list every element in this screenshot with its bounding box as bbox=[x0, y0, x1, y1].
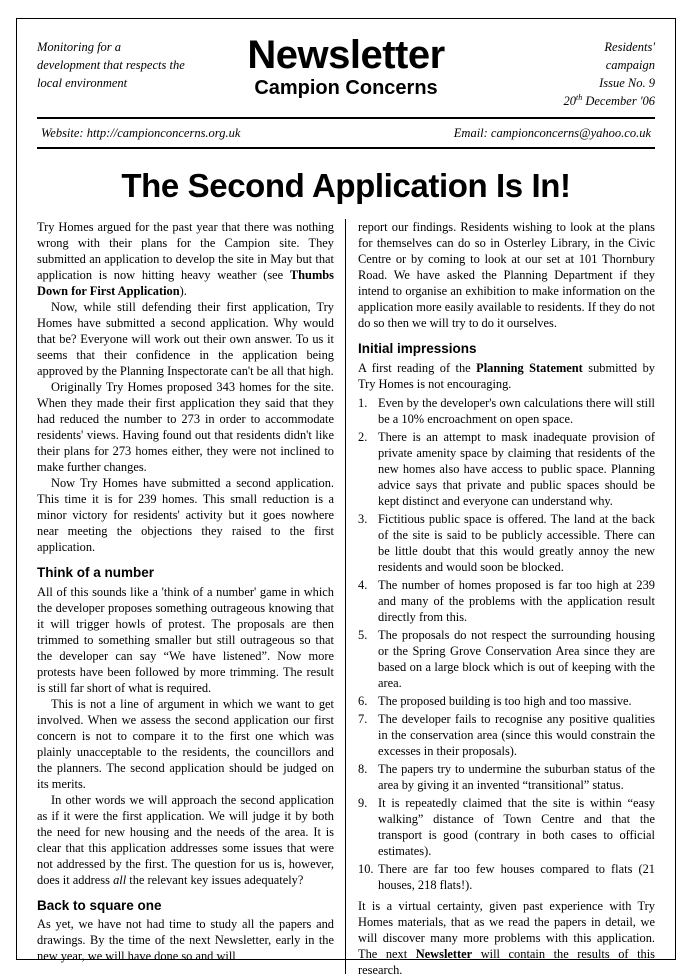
list-item bbox=[358, 395, 655, 427]
list-item-text: There is an attempt to mask inadequate provision of private amenity space by claiming that residents of the new homes also have access to public space. Planning advice says that private and public spaces should be kept distinct and everyone can understand why. bbox=[378, 429, 655, 508]
list-item-text: It is repeatedly claimed that the site is within “easy walking” distance of Town Centre and that the transport is good (contrary in both cases to official estimates). bbox=[378, 795, 655, 858]
paragraph-11-tail: will contain the results of this research. bbox=[358, 946, 655, 974]
list-item-text: Fictitious public space is offered. The land at the back of the site is said to be publicly accessible. There can be little doubt that this would greatly annoy the new residents and would soon be blocked. bbox=[378, 511, 655, 574]
paragraph-2: Now, while still defending their first application, Try Homes have submitted a second application. Why would that be? Everyone will work out their own answer. To us it seems that their confidence in the application being approved by the Planning Inspectorate can't be all that high. bbox=[37, 300, 334, 379]
paragraph-1-text: Try Homes argued for the past year that there was nothing wrong with their plans for the Campion site. They submitted an application to develop the site in May but that application is now hitting heavy weather (see bbox=[37, 220, 334, 283]
newsletter-reference: Newsletter bbox=[415, 946, 473, 961]
list-item-number: 4. bbox=[358, 577, 368, 592]
paragraph-7-text: In other words we will approach the second application as if it were the first application. We will judge it by both the need for new housing and the needs of the area. It is clear that this application addresses some issues that were not addressed by the first. The question for us is, however, does it address bbox=[37, 792, 334, 887]
issue-date bbox=[505, 92, 655, 111]
list-item bbox=[358, 693, 655, 709]
list-item-text: The proposals do not respect the surrounding housing or the Spring Grove Conservation Area since they are based on a large block which is out of keeping with the area. bbox=[378, 627, 655, 690]
list-item-number: 1. bbox=[358, 395, 368, 410]
list-item-number: 7. bbox=[358, 711, 368, 726]
paragraph-10 bbox=[358, 360, 655, 392]
paragraph-7 bbox=[37, 792, 334, 888]
issue-date-rest: December '06 bbox=[582, 94, 655, 109]
issue-line-2: campaign bbox=[605, 57, 655, 72]
list-item-number: 5. bbox=[358, 627, 368, 642]
list-item bbox=[358, 711, 655, 759]
list-item-number: 9. bbox=[358, 795, 368, 810]
list-item-number: 2. bbox=[358, 429, 368, 444]
issue-date-day: 20 bbox=[563, 94, 576, 109]
subheading-think-of-a-number: Think of a number bbox=[37, 565, 155, 581]
paragraph-1-tail: ). bbox=[179, 284, 187, 299]
masthead-center bbox=[187, 35, 505, 99]
list-item bbox=[358, 577, 655, 625]
paragraph-10-text: A first reading of the bbox=[358, 360, 477, 375]
paragraph-10-tail: submitted by Try Homes is not encouraging. bbox=[358, 360, 655, 391]
list-item-number: 6. bbox=[358, 693, 368, 708]
email-link[interactable]: Email: campionconcerns@yahoo.co.uk bbox=[453, 126, 651, 141]
list-item bbox=[358, 761, 655, 793]
list-item bbox=[358, 627, 655, 691]
paragraph-8: As yet, we have not had time to study all the papers and drawings. By the time of the next Newsletter, early in the new year, we will have done so and will bbox=[37, 916, 334, 963]
right-column bbox=[346, 219, 655, 974]
impressions-list bbox=[358, 395, 655, 893]
list-item-number: 3. bbox=[358, 511, 368, 526]
paragraph-5: All of this sounds like a 'think of a number' game in which the developer proposes something outrageous knowing that it will trigger howls of protest. The proposals are then trimmed to something smaller but still outrageous so that the developer can say “We have listened”. Now more protests have been followed by more trimming. The result is still far short of what is required. bbox=[37, 584, 334, 695]
page-title: The Second Application Is In! bbox=[121, 167, 571, 205]
paragraph-11 bbox=[358, 898, 655, 974]
issue-number: Issue No. 9 bbox=[599, 75, 655, 90]
list-item-text: The papers try to undermine the suburban status of the area by giving it an invented “transitional” status. bbox=[378, 761, 655, 792]
newsletter-sheet bbox=[16, 18, 676, 974]
list-item-text: The developer fails to recognise any positive qualities in the conservation area (since this would constrain the excesses in their proposals). bbox=[378, 711, 655, 758]
masthead-tagline: Monitoring for a development that respects the local environment bbox=[37, 40, 185, 90]
paragraph-1 bbox=[37, 219, 334, 299]
masthead bbox=[37, 35, 655, 119]
list-item bbox=[358, 795, 655, 859]
issue-line-1: Residents' bbox=[604, 40, 655, 54]
list-item-number: 10. bbox=[358, 861, 374, 876]
paragraph-4: Now Try Homes have submitted a second application. This time it is for 239 homes. This small reduction is a minor victory for residents' activity but it goes nowhere near meeting the objections they raised to the first application. bbox=[37, 476, 334, 555]
newsletter-title: Newsletter bbox=[247, 33, 445, 77]
planning-statement-reference: Planning Statement bbox=[476, 360, 583, 375]
contact-bar bbox=[37, 119, 655, 149]
paragraph-6: This is not a line of argument in which we want to get involved. When we assess the second application our first concern is not to compare it to the first one which was plainly unacceptable to the residents, the councillors and the planners. The second application should be judged on its merits. bbox=[37, 696, 334, 791]
list-item-text: There are far too few houses compared to flats (21 houses, 218 flats!). bbox=[378, 861, 655, 892]
list-item-text: The number of homes proposed is far too high at 239 and many of the problems with the application result directly from this. bbox=[378, 577, 655, 624]
list-item bbox=[358, 511, 655, 575]
subheading-initial-impressions: Initial impressions bbox=[358, 341, 477, 357]
masthead-issue-info bbox=[505, 35, 655, 111]
paragraph-9: report our findings. Residents wishing to look at the plans for themselves can do so in Osterley Library, in the Civic Centre or by coming to look at our set at 101 Thornbury Road. We have asked the Planning Department if they intend to organise an exhibition to make information on the application more easily available to residents. If they do not do so then we will try to do it ourselves. bbox=[358, 220, 655, 331]
list-item bbox=[358, 429, 655, 509]
paragraph-11-text: It is a virtual certainty, given past experience with Try Homes materials, that as we read the papers in detail, we will discover many more problems with this application. The next bbox=[358, 898, 655, 961]
website-link[interactable]: Website: http://campionconcerns.org.uk bbox=[41, 126, 241, 141]
left-column bbox=[37, 219, 346, 974]
list-item bbox=[358, 861, 655, 893]
first-application-reference: Thumbs Down for First Application bbox=[37, 268, 334, 299]
list-item-number: 8. bbox=[358, 761, 368, 776]
article-columns bbox=[37, 219, 655, 974]
subheading-back-to-square-one: Back to square one bbox=[37, 897, 162, 913]
newsletter-subtitle: Campion Concerns bbox=[254, 76, 438, 99]
paragraph-7-tail: the relevant key issues adequately? bbox=[126, 872, 304, 887]
issue-date-ordinal: th bbox=[575, 93, 583, 103]
emphasis-all: all bbox=[113, 872, 127, 887]
paragraph-3: Originally Try Homes proposed 343 homes for the site. When they made their first application they said that they had reduced the number to 273 in order to accommodate residents' views. Having found out that residents didn't like their plans for 273 homes either, they were not inclined to make further changes. bbox=[37, 380, 334, 475]
list-item-text: Even by the developer's own calculations there will still be a 10% encroachment on open space. bbox=[378, 395, 655, 426]
list-item-text: The proposed building is too high and too massive. bbox=[378, 693, 632, 708]
